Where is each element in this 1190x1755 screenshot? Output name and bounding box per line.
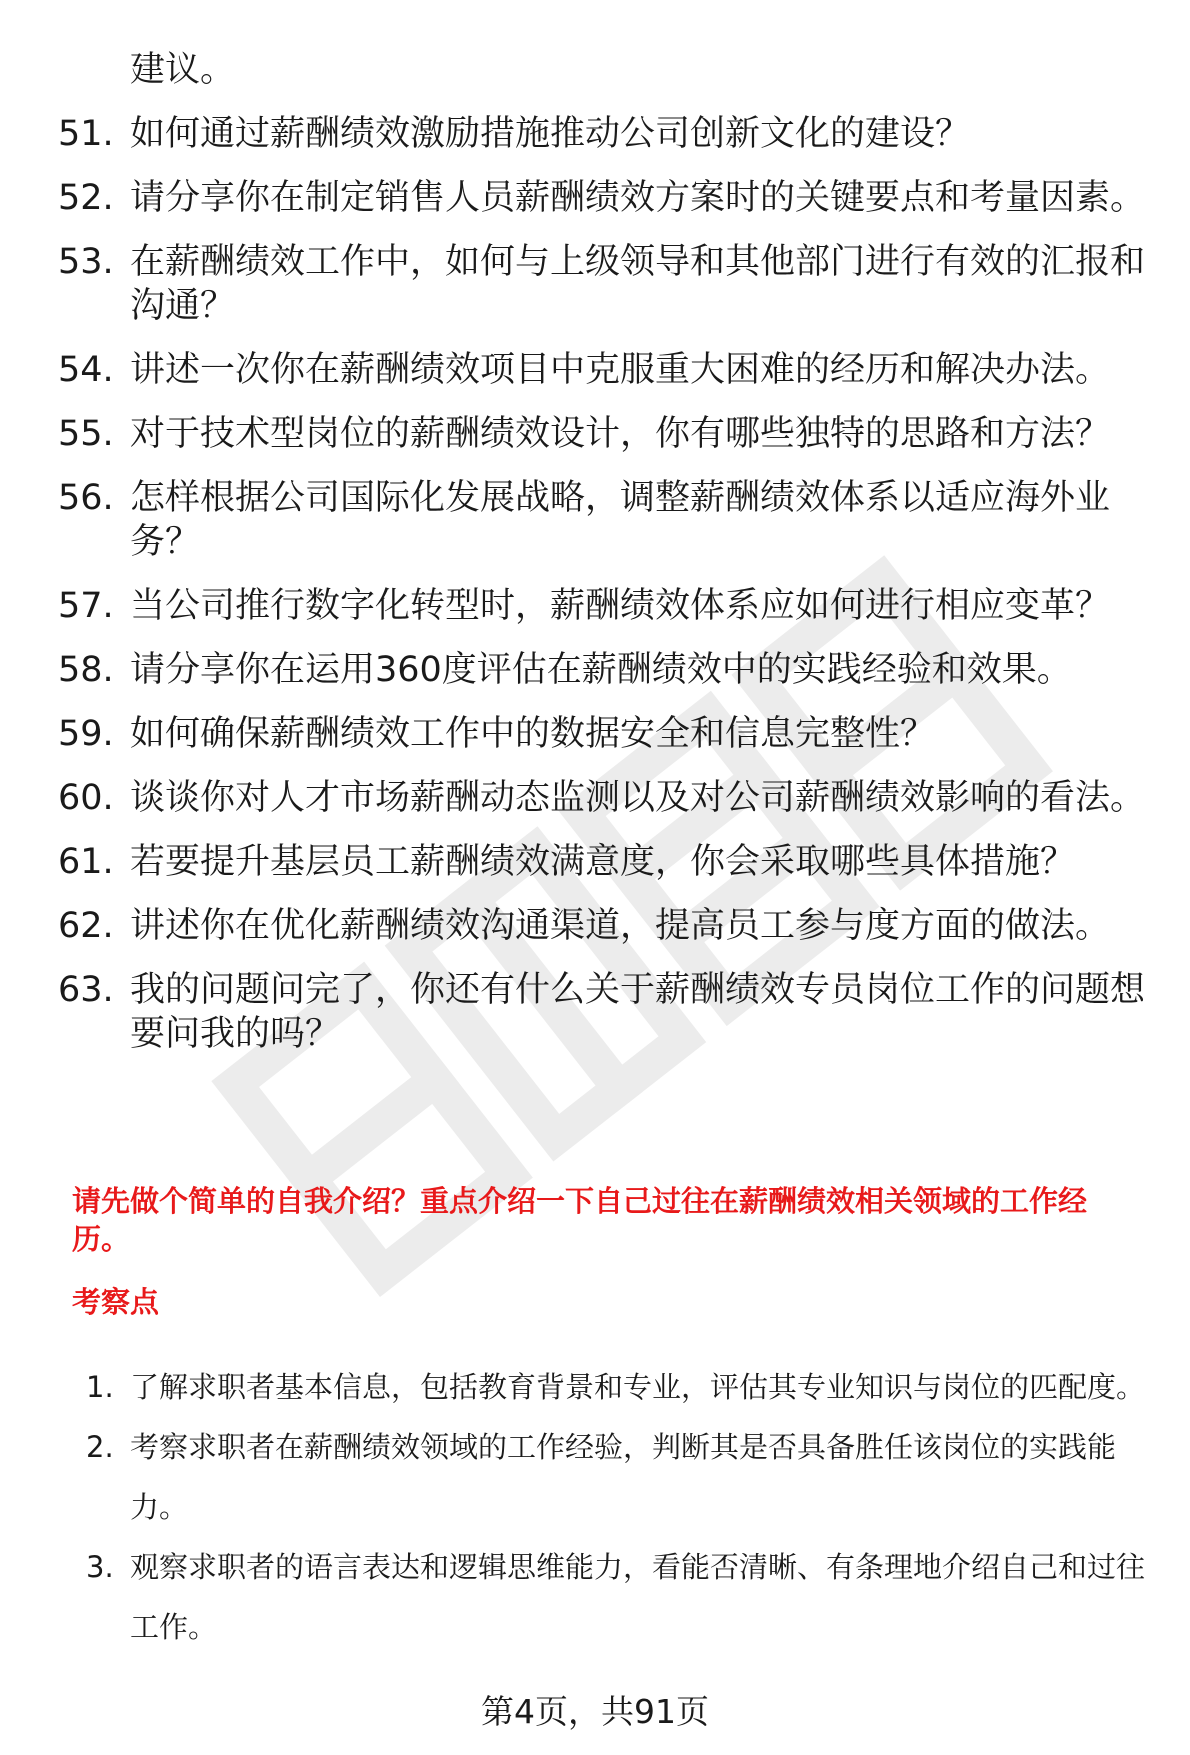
- question-item: [58, 968, 1148, 1056]
- section-label: 考察点: [72, 1285, 160, 1319]
- question-number: 54.: [58, 350, 114, 390]
- question-item: [58, 840, 1148, 884]
- question-number: 52.: [58, 178, 114, 218]
- red-question-heading: 请先做个简单的自我介绍？重点介绍一下自己过往在薪酬绩效相关领域的工作经历。: [72, 1184, 1088, 1256]
- question-number: 51.: [58, 114, 114, 154]
- question-text: 请分享你在制定销售人员薪酬绩效方案时的关键要点和考量因素。: [130, 178, 1146, 218]
- question-number: 58.: [58, 650, 114, 690]
- continued-text: 建议。: [130, 50, 236, 90]
- question-number: 63.: [58, 970, 114, 1010]
- question-text: 谈谈你对人才市场薪酬动态监测以及对公司薪酬绩效影响的看法。: [130, 778, 1146, 818]
- question-item: [58, 348, 1148, 392]
- point-number: 1.: [86, 1370, 114, 1404]
- question-text: 在薪酬绩效工作中，如何与上级领导和其他部门进行有效的汇报和沟通？: [130, 242, 1146, 326]
- question-number: 62.: [58, 906, 114, 946]
- assessment-point: [86, 1357, 1156, 1417]
- question-list: [58, 112, 1148, 1076]
- question-text: 讲述一次你在薪酬绩效项目中克服重大困难的经历和解决办法。: [130, 350, 1111, 390]
- question-text: 当公司推行数字化转型时，薪酬绩效体系应如何进行相应变革？: [130, 586, 1111, 626]
- page-footer: 第4页，共91页: [481, 1692, 709, 1731]
- question-text: 如何确保薪酬绩效工作中的数据安全和信息完整性？: [130, 714, 936, 754]
- question-text: 若要提升基层员工薪酬绩效满意度，你会采取哪些具体措施？: [130, 842, 1076, 882]
- question-number: 55.: [58, 414, 114, 454]
- question-text: 请分享你在运用360度评估在薪酬绩效中的实践经验和效果。: [130, 650, 1072, 690]
- question-text: 我的问题问完了，你还有什么关于薪酬绩效专员岗位工作的问题想要问我的吗？: [130, 970, 1146, 1054]
- question-item: [58, 712, 1148, 756]
- question-item: [58, 412, 1148, 456]
- question-number: 56.: [58, 478, 114, 518]
- question-item: [58, 112, 1148, 156]
- assessment-points-list: [86, 1357, 1156, 1657]
- question-item: [58, 476, 1148, 564]
- question-text: 如何通过薪酬绩效激励措施推动公司创新文化的建设？: [130, 114, 971, 154]
- question-number: 60.: [58, 778, 114, 818]
- assessment-point: [86, 1417, 1156, 1537]
- question-number: 57.: [58, 586, 114, 626]
- point-text: 观察求职者的语言表达和逻辑思维能力，看能否清晰、有条理地介绍自己和过往工作。: [130, 1550, 1146, 1644]
- question-number: 59.: [58, 714, 114, 754]
- question-number: 61.: [58, 842, 114, 882]
- question-text: 讲述你在优化薪酬绩效沟通渠道，提高员工参与度方面的做法。: [130, 906, 1111, 946]
- question-item: [58, 776, 1148, 820]
- question-item: [58, 176, 1148, 220]
- question-item: [58, 584, 1148, 628]
- question-number: 53.: [58, 242, 114, 282]
- question-item: [58, 904, 1148, 948]
- question-item: [58, 648, 1148, 692]
- question-text: 怎样根据公司国际化发展战略，调整薪酬绩效体系以适应海外业务？: [130, 478, 1111, 562]
- question-text: 对于技术型岗位的薪酬绩效设计，你有哪些独特的思路和方法？: [130, 414, 1111, 454]
- question-item: [58, 240, 1148, 328]
- point-text: 了解求职者基本信息，包括教育背景和专业，评估其专业知识与岗位的匹配度。: [130, 1370, 1146, 1404]
- point-number: 2.: [86, 1430, 114, 1464]
- point-text: 考察求职者在薪酬绩效领域的工作经验，判断其是否具备胜任该岗位的实践能力。: [130, 1430, 1117, 1524]
- assessment-point: [86, 1537, 1156, 1657]
- point-number: 3.: [86, 1550, 114, 1584]
